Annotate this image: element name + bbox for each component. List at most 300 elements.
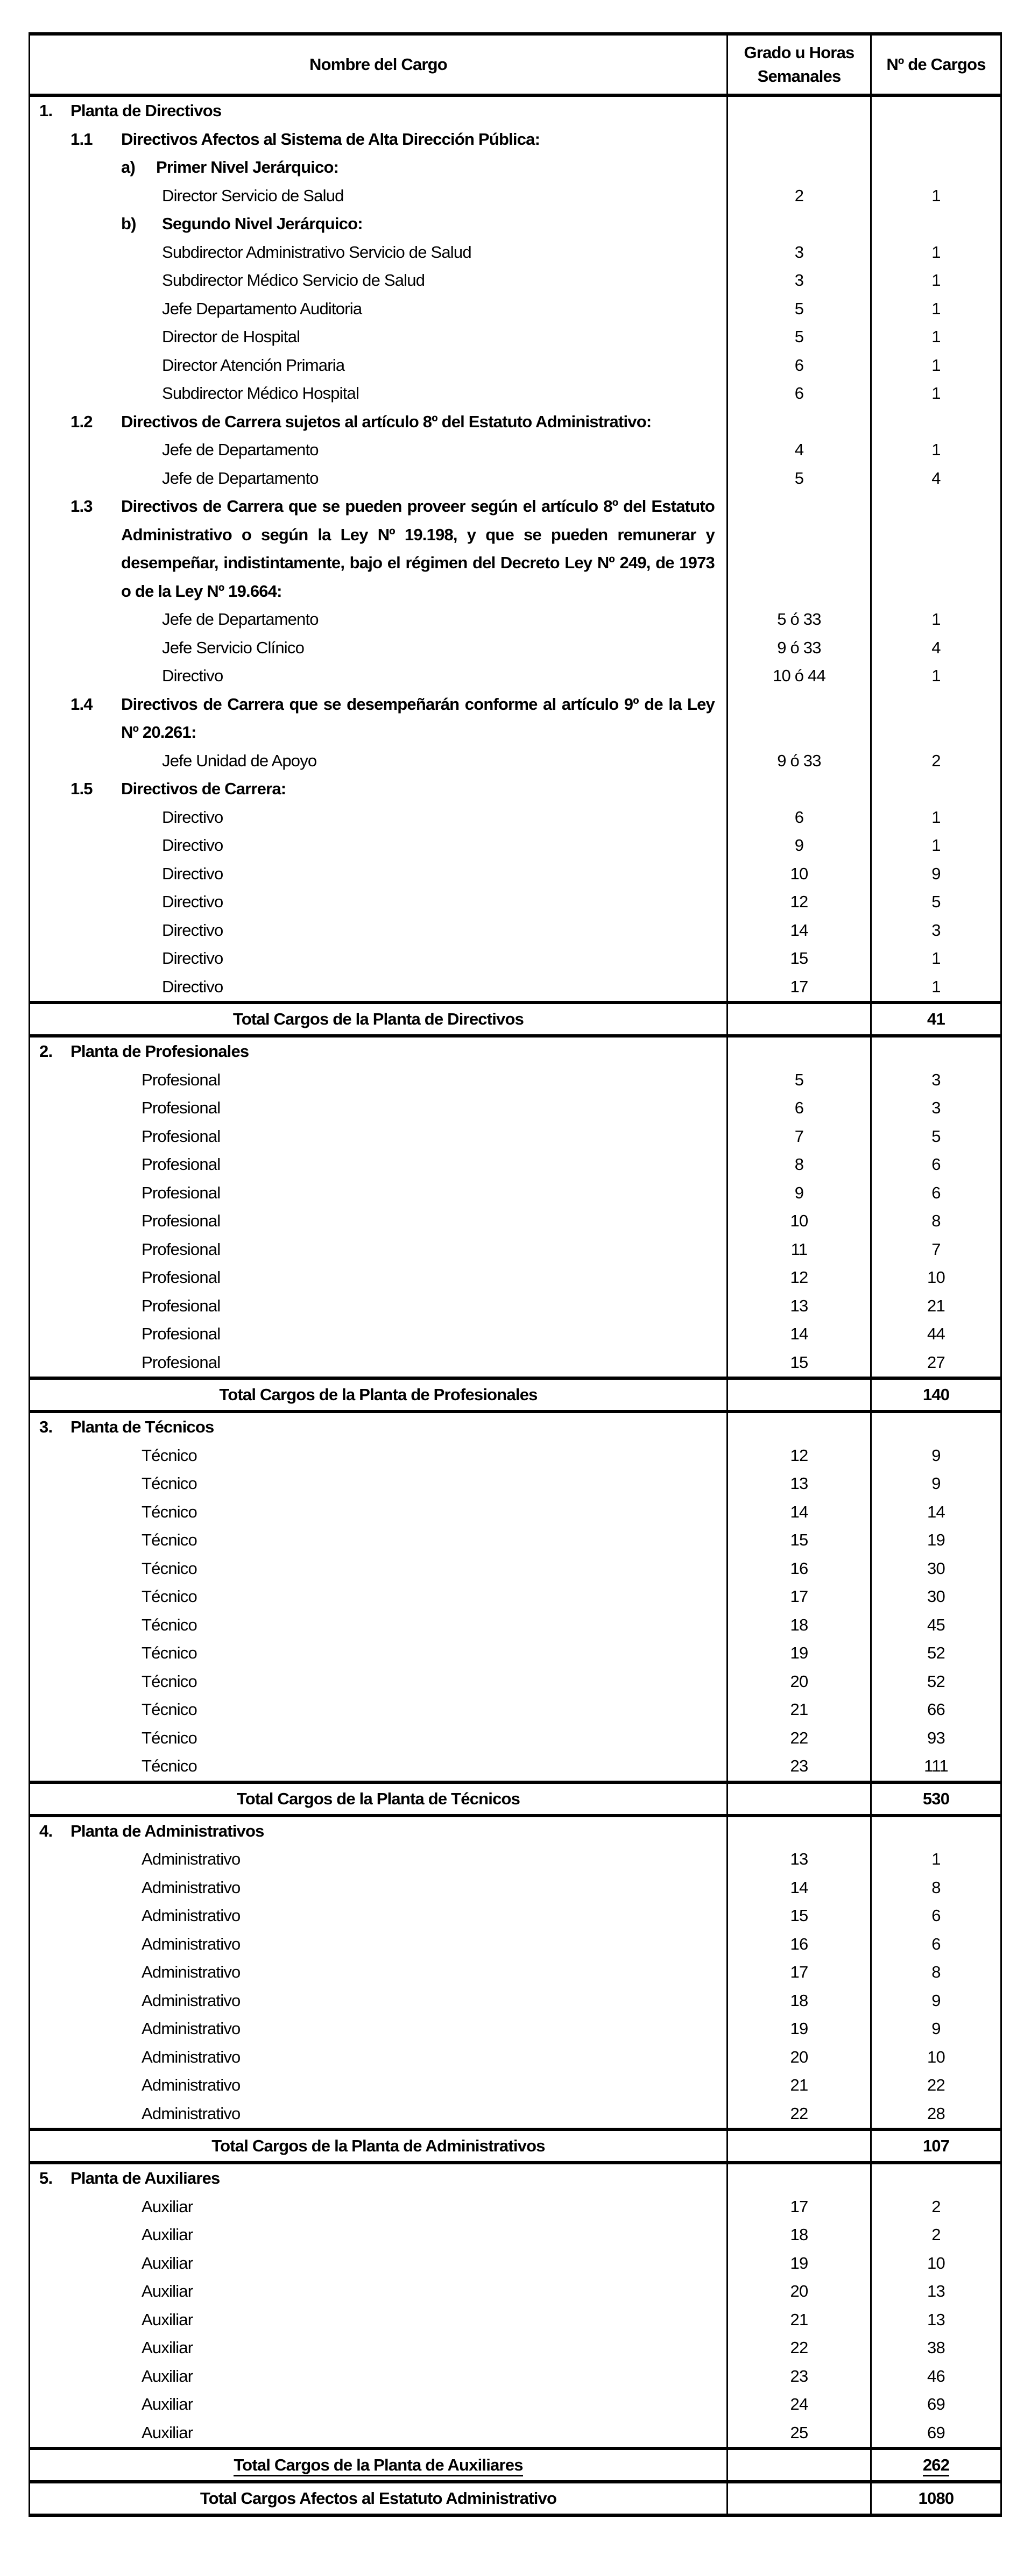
table-row	[30, 831, 1001, 860]
cargo-grado: 6	[728, 1094, 871, 1123]
cargo-count: 2	[871, 747, 1001, 775]
cargo-count: 44	[871, 1320, 1001, 1349]
cargo-name: Profesional	[30, 1123, 728, 1151]
cargo-name: Técnico	[30, 1752, 728, 1782]
subsection-heading: 1.5 Directivos de Carrera:	[30, 775, 728, 803]
table-row	[30, 605, 1001, 634]
cargo-name: Técnico	[30, 1583, 728, 1611]
table-row	[30, 2043, 1001, 2072]
cargo-grado: 17	[728, 973, 871, 1003]
total-label: Total Cargos de la Planta de Auxiliares	[30, 2448, 728, 2482]
table-row	[30, 1349, 1001, 1379]
header-grado-line2: Semanales	[757, 67, 841, 86]
cargo-grado: 10 ó 44	[728, 662, 871, 690]
cargo-name: Administrativo	[30, 2015, 728, 2043]
cargo-grado: 7	[728, 1123, 871, 1151]
total-value: 140	[871, 1378, 1001, 1411]
cargo-count: 1	[871, 351, 1001, 380]
table-row	[30, 634, 1001, 662]
header-nombre-cargo: Nombre del Cargo	[30, 34, 728, 95]
table-row	[30, 2277, 1001, 2306]
cargo-count: 1	[871, 944, 1001, 973]
cargo-count: 2	[871, 2221, 1001, 2249]
total-value: 262	[871, 2448, 1001, 2482]
cargo-count: 9	[871, 1442, 1001, 1470]
cargo-count: 1	[871, 238, 1001, 267]
table-row	[30, 2249, 1001, 2278]
cargo-grado: 17	[728, 1583, 871, 1611]
cargo-name: Profesional	[30, 1066, 728, 1095]
subsection-heading-row	[30, 125, 1001, 154]
subsection-heading: 1.4 Directivos de Carrera que se desempeñarán conforme al artículo 9º de la Ley Nº 20.261:	[30, 690, 728, 747]
section-heading: 4. Planta de Administrativos	[30, 1816, 728, 1846]
table-row	[30, 747, 1001, 775]
cargo-grado: 3	[728, 238, 871, 267]
table-row	[30, 1930, 1001, 1959]
cargo-count: 5	[871, 888, 1001, 916]
table-row	[30, 2362, 1001, 2391]
table-row	[30, 1066, 1001, 1095]
cargo-name: Jefe de Departamento	[30, 436, 728, 464]
cargo-grado: 24	[728, 2390, 871, 2419]
table-row	[30, 1668, 1001, 1696]
grand-total-label: Total Cargos Afectos al Estatuto Administrativo	[30, 2482, 728, 2515]
cargo-name: Técnico	[30, 1668, 728, 1696]
cargo-grado: 9	[728, 1179, 871, 1208]
cargo-name: Profesional	[30, 1349, 728, 1379]
table-row	[30, 2193, 1001, 2221]
group-heading: a) Primer Nivel Jerárquico:	[30, 153, 728, 182]
table-row	[30, 1320, 1001, 1349]
cargo-count: 10	[871, 2043, 1001, 2072]
cargo-count: 1	[871, 182, 1001, 210]
grand-total-row	[30, 2482, 1001, 2515]
cargo-name: Técnico	[30, 1498, 728, 1527]
cargo-grado: 20	[728, 1668, 871, 1696]
table-row	[30, 2334, 1001, 2362]
total-row	[30, 1378, 1001, 1411]
group-heading-row	[30, 210, 1001, 238]
cargo-grado: 9 ó 33	[728, 634, 871, 662]
cargo-name: Directivo	[30, 944, 728, 973]
cargo-grado: 12	[728, 1442, 871, 1470]
table-row	[30, 1094, 1001, 1123]
total-row	[30, 2129, 1001, 2163]
cargo-name: Auxiliar	[30, 2419, 728, 2449]
table-row	[30, 2306, 1001, 2334]
cargo-grado: 6	[728, 803, 871, 832]
table-row	[30, 1845, 1001, 1874]
cargo-grado: 17	[728, 2193, 871, 2221]
table-row	[30, 1555, 1001, 1583]
header-grado	[728, 34, 871, 95]
cargo-count: 1	[871, 266, 1001, 295]
cargo-count: 66	[871, 1696, 1001, 1724]
cargo-grado: 9 ó 33	[728, 747, 871, 775]
total-label: Total Cargos de la Planta de Técnicos	[30, 1782, 728, 1816]
cargo-grado: 5	[728, 1066, 871, 1095]
cargo-name: Auxiliar	[30, 2334, 728, 2362]
section-profesionales	[30, 1036, 1001, 1378]
cargo-name: Profesional	[30, 1320, 728, 1349]
cargo-count: 4	[871, 634, 1001, 662]
total-row	[30, 1782, 1001, 1816]
table-row	[30, 238, 1001, 267]
cargo-grado: 18	[728, 1611, 871, 1640]
cargo-grado: 8	[728, 1151, 871, 1179]
cargo-grado: 13	[728, 1470, 871, 1498]
cargo-name: Profesional	[30, 1236, 728, 1264]
table-row	[30, 1611, 1001, 1640]
table-row	[30, 1442, 1001, 1470]
cargo-grado: 14	[728, 1874, 871, 1902]
cargo-count: 28	[871, 2100, 1001, 2130]
cargo-count: 1	[871, 295, 1001, 323]
table-row	[30, 266, 1001, 295]
table-row	[30, 1264, 1001, 1292]
cargo-count: 1	[871, 379, 1001, 408]
table-row	[30, 973, 1001, 1003]
cargo-count: 1	[871, 436, 1001, 464]
cargo-grado: 21	[728, 2306, 871, 2334]
cargo-grado: 10	[728, 860, 871, 888]
cargo-count: 1	[871, 323, 1001, 351]
cargo-count: 6	[871, 1151, 1001, 1179]
table-row	[30, 1470, 1001, 1498]
cargo-grado: 10	[728, 1207, 871, 1236]
table-row	[30, 888, 1001, 916]
cargos-table	[29, 32, 1002, 2517]
section-heading-row	[30, 1816, 1001, 1846]
cargo-grado: 19	[728, 2015, 871, 2043]
cargo-count: 30	[871, 1583, 1001, 1611]
table-row	[30, 662, 1001, 690]
section-heading: 5. Planta de Auxiliares	[30, 2163, 728, 2193]
cargo-name: Técnico	[30, 1442, 728, 1470]
table-row	[30, 860, 1001, 888]
cargo-grado: 5	[728, 464, 871, 493]
cargo-grado: 5	[728, 295, 871, 323]
table-row	[30, 351, 1001, 380]
cargo-count: 6	[871, 1179, 1001, 1208]
cargo-name: Jefe Unidad de Apoyo	[30, 747, 728, 775]
cargo-count: 1	[871, 973, 1001, 1003]
cargo-grado: 21	[728, 2071, 871, 2100]
total-administrativos	[30, 2129, 1001, 2163]
cargo-name: Jefe Servicio Clínico	[30, 634, 728, 662]
cargo-count: 7	[871, 1236, 1001, 1264]
cargo-grado: 3	[728, 266, 871, 295]
subsection-heading-row	[30, 492, 1001, 605]
cargo-count: 19	[871, 1526, 1001, 1555]
cargo-grado: 14	[728, 1498, 871, 1527]
group-heading-row	[30, 153, 1001, 182]
subsection-heading-row	[30, 690, 1001, 747]
table-row	[30, 1123, 1001, 1151]
cargo-name: Auxiliar	[30, 2306, 728, 2334]
cargo-name: Profesional	[30, 1179, 728, 1208]
cargo-count: 3	[871, 916, 1001, 945]
cargo-name: Profesional	[30, 1207, 728, 1236]
cargo-name: Jefe de Departamento	[30, 464, 728, 493]
cargo-name: Directivo	[30, 860, 728, 888]
cargo-name: Directivo	[30, 888, 728, 916]
cargo-count: 10	[871, 1264, 1001, 1292]
cargo-name: Administrativo	[30, 1987, 728, 2015]
cargo-count: 2	[871, 2193, 1001, 2221]
cargo-grado: 13	[728, 1845, 871, 1874]
table-row	[30, 916, 1001, 945]
cargo-count: 13	[871, 2306, 1001, 2334]
cargo-count: 9	[871, 1987, 1001, 2015]
cargo-grado: 18	[728, 1987, 871, 2015]
cargo-grado: 22	[728, 1724, 871, 1753]
table-row	[30, 803, 1001, 832]
section-heading: 3. Planta de Técnicos	[30, 1411, 728, 1442]
cargo-grado: 25	[728, 2419, 871, 2449]
cargo-count: 27	[871, 1349, 1001, 1379]
table-row	[30, 323, 1001, 351]
section-directivos	[30, 95, 1001, 1003]
table-row	[30, 1874, 1001, 1902]
cargo-grado: 18	[728, 2221, 871, 2249]
table-row	[30, 1526, 1001, 1555]
table-row	[30, 1987, 1001, 2015]
cargo-grado: 22	[728, 2100, 871, 2130]
table-row	[30, 2071, 1001, 2100]
cargo-grado: 16	[728, 1555, 871, 1583]
header-grado-line1: Grado u Horas	[744, 43, 855, 62]
cargo-grado: 11	[728, 1236, 871, 1264]
cargo-count: 9	[871, 860, 1001, 888]
cargo-grado: 5	[728, 323, 871, 351]
cargo-name: Director Atención Primaria	[30, 351, 728, 380]
table-row	[30, 2221, 1001, 2249]
table-row	[30, 1236, 1001, 1264]
cargo-name: Auxiliar	[30, 2221, 728, 2249]
cargo-count: 5	[871, 1123, 1001, 1151]
total-value: 41	[871, 1003, 1001, 1036]
cargo-count: 9	[871, 1470, 1001, 1498]
total-directivos	[30, 1003, 1001, 1036]
table-row	[30, 1207, 1001, 1236]
cargo-grado: 15	[728, 1526, 871, 1555]
table-row	[30, 379, 1001, 408]
section-heading: 1. Planta de Directivos	[30, 95, 728, 125]
cargo-count: 1	[871, 1845, 1001, 1874]
cargo-name: Técnico	[30, 1470, 728, 1498]
cargo-grado: 21	[728, 1696, 871, 1724]
cargo-grado: 16	[728, 1930, 871, 1959]
cargo-grado: 5 ó 33	[728, 605, 871, 634]
cargo-count: 10	[871, 2249, 1001, 2278]
cargo-name: Director de Hospital	[30, 323, 728, 351]
cargo-name: Auxiliar	[30, 2193, 728, 2221]
cargo-grado: 19	[728, 2249, 871, 2278]
cargo-grado: 22	[728, 2334, 871, 2362]
cargo-count: 9	[871, 2015, 1001, 2043]
total-label: Total Cargos de la Planta de Profesionales	[30, 1378, 728, 1411]
subsection-heading: 1.1 Directivos Afectos al Sistema de Alta Dirección Pública:	[30, 125, 728, 154]
total-tecnicos	[30, 1782, 1001, 1816]
cargo-count: 8	[871, 1874, 1001, 1902]
cargo-count: 1	[871, 662, 1001, 690]
cargo-name: Subdirector Médico Hospital	[30, 379, 728, 408]
cargo-name: Auxiliar	[30, 2362, 728, 2391]
total-row	[30, 2448, 1001, 2482]
table-row	[30, 2100, 1001, 2130]
cargo-count: 8	[871, 1207, 1001, 1236]
cargo-count: 93	[871, 1724, 1001, 1753]
cargo-count: 3	[871, 1066, 1001, 1095]
cargo-name: Administrativo	[30, 1930, 728, 1959]
cargo-grado: 20	[728, 2043, 871, 2072]
section-heading-row	[30, 95, 1001, 125]
section-auxiliares	[30, 2163, 1001, 2448]
table-row	[30, 1752, 1001, 1782]
subsection-heading-row	[30, 408, 1001, 436]
grand-total-value: 1080	[871, 2482, 1001, 2515]
cargo-name: Administrativo	[30, 2100, 728, 2130]
subsection-heading-row	[30, 775, 1001, 803]
cargo-name: Administrativo	[30, 2043, 728, 2072]
cargo-count: 111	[871, 1752, 1001, 1782]
cargo-name: Técnico	[30, 1639, 728, 1668]
cargo-grado: 19	[728, 1639, 871, 1668]
cargo-name: Directivo	[30, 803, 728, 832]
section-tecnicos	[30, 1411, 1001, 1782]
table-row	[30, 1958, 1001, 1987]
table-row	[30, 1902, 1001, 1930]
cargo-count: 46	[871, 2362, 1001, 2391]
cargo-name: Administrativo	[30, 2071, 728, 2100]
cargo-name: Jefe Departamento Auditoria	[30, 295, 728, 323]
cargo-count: 3	[871, 1094, 1001, 1123]
cargo-grado: 6	[728, 379, 871, 408]
cargo-name: Profesional	[30, 1264, 728, 1292]
subsection-heading: 1.2 Directivos de Carrera sujetos al artículo 8º del Estatuto Administrativo:	[30, 408, 728, 436]
cargo-name: Subdirector Administrativo Servicio de Salud	[30, 238, 728, 267]
cargo-name: Técnico	[30, 1696, 728, 1724]
table-row	[30, 464, 1001, 493]
cargo-count: 30	[871, 1555, 1001, 1583]
cargo-count: 52	[871, 1668, 1001, 1696]
total-profesionales	[30, 1378, 1001, 1411]
cargo-name: Administrativo	[30, 1902, 728, 1930]
cargo-grado: 6	[728, 351, 871, 380]
table-row	[30, 2390, 1001, 2419]
section-heading: 2. Planta de Profesionales	[30, 1036, 728, 1066]
cargo-count: 1	[871, 605, 1001, 634]
table-row	[30, 944, 1001, 973]
cargo-count: 14	[871, 1498, 1001, 1527]
cargo-count: 6	[871, 1930, 1001, 1959]
table-row	[30, 295, 1001, 323]
section-heading-row	[30, 1411, 1001, 1442]
total-label: Total Cargos de la Planta de Administrativos	[30, 2129, 728, 2163]
cargo-name: Administrativo	[30, 1874, 728, 1902]
table-row	[30, 1292, 1001, 1321]
cargo-name: Técnico	[30, 1724, 728, 1753]
cargo-grado: 23	[728, 1752, 871, 1782]
table-header	[30, 34, 1001, 95]
cargo-name: Auxiliar	[30, 2277, 728, 2306]
cargo-name: Directivo	[30, 916, 728, 945]
cargo-name: Directivo	[30, 973, 728, 1003]
cargo-name: Directivo	[30, 831, 728, 860]
table-row	[30, 182, 1001, 210]
section-heading-row	[30, 1036, 1001, 1066]
section-heading-row	[30, 2163, 1001, 2193]
cargo-grado: 9	[728, 831, 871, 860]
cargo-name: Profesional	[30, 1094, 728, 1123]
cargo-name: Auxiliar	[30, 2249, 728, 2278]
cargo-count: 13	[871, 2277, 1001, 2306]
cargo-name: Técnico	[30, 1555, 728, 1583]
cargo-grado: 2	[728, 182, 871, 210]
cargo-name: Jefe de Departamento	[30, 605, 728, 634]
cargo-name: Director Servicio de Salud	[30, 182, 728, 210]
table-row	[30, 1639, 1001, 1668]
cargo-grado: 15	[728, 1349, 871, 1379]
cargo-name: Subdirector Médico Servicio de Salud	[30, 266, 728, 295]
cargo-name: Profesional	[30, 1151, 728, 1179]
cargo-count: 8	[871, 1958, 1001, 1987]
table-row	[30, 1151, 1001, 1179]
cargo-count: 21	[871, 1292, 1001, 1321]
table-row	[30, 1583, 1001, 1611]
header-n-cargos: Nº de Cargos	[871, 34, 1001, 95]
table-row	[30, 2015, 1001, 2043]
cargo-grado: 4	[728, 436, 871, 464]
total-label: Total Cargos de la Planta de Directivos	[30, 1003, 728, 1036]
cargo-name: Administrativo	[30, 1958, 728, 1987]
cargo-count: 1	[871, 831, 1001, 860]
subsection-heading: 1.3 Directivos de Carrera que se pueden proveer según el artículo 8º del Estatuto Administrativo o según la Ley Nº 19.198, y que se pueden remunerar y desempeñar, indistintamente, bajo el régimen del Decreto Ley Nº 249, de 1973 o de la Ley Nº 19.664:	[30, 492, 728, 605]
cargo-count: 6	[871, 1902, 1001, 1930]
cargo-grado: 14	[728, 916, 871, 945]
cargo-count: 1	[871, 803, 1001, 832]
cargo-grado: 12	[728, 1264, 871, 1292]
cargo-name: Auxiliar	[30, 2390, 728, 2419]
total-value: 107	[871, 2129, 1001, 2163]
table-row	[30, 1179, 1001, 1208]
cargo-count: 69	[871, 2390, 1001, 2419]
cargo-grado: 20	[728, 2277, 871, 2306]
total-value: 530	[871, 1782, 1001, 1816]
cargo-grado: 15	[728, 944, 871, 973]
cargo-grado: 14	[728, 1320, 871, 1349]
table-row	[30, 1724, 1001, 1753]
cargo-grado: 12	[728, 888, 871, 916]
section-administrativos	[30, 1816, 1001, 2130]
cargo-name: Profesional	[30, 1292, 728, 1321]
cargo-count: 69	[871, 2419, 1001, 2449]
table-row	[30, 1498, 1001, 1527]
cargo-name: Técnico	[30, 1611, 728, 1640]
cargo-count: 22	[871, 2071, 1001, 2100]
cargo-grado: 17	[728, 1958, 871, 1987]
cargo-count: 38	[871, 2334, 1001, 2362]
total-row	[30, 1003, 1001, 1036]
table-row	[30, 1696, 1001, 1724]
table-row	[30, 2419, 1001, 2449]
cargo-grado: 13	[728, 1292, 871, 1321]
cargo-count: 4	[871, 464, 1001, 493]
cargo-grado: 15	[728, 1902, 871, 1930]
cargo-name: Administrativo	[30, 1845, 728, 1874]
cargo-count: 45	[871, 1611, 1001, 1640]
